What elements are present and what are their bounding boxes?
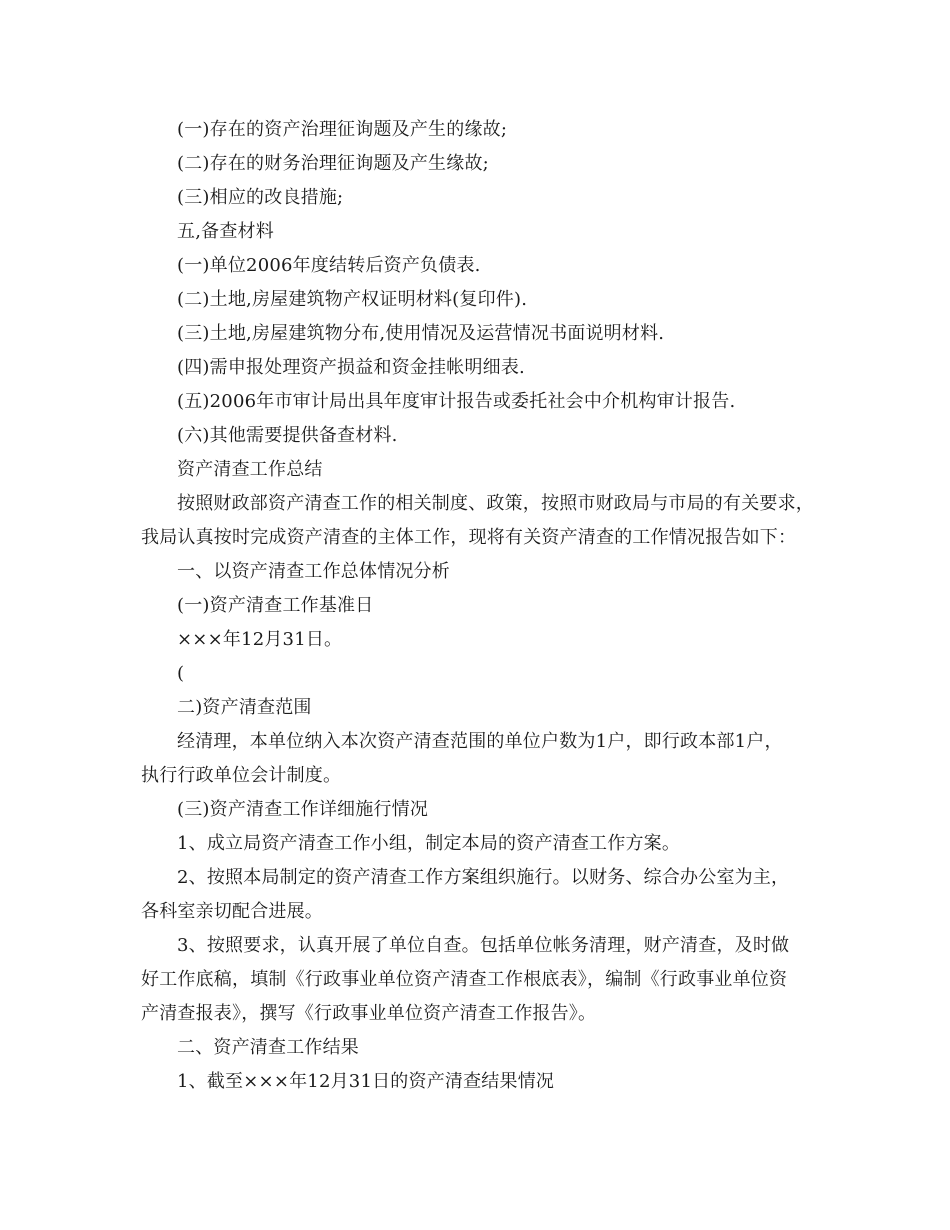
paragraph-line: 执行行政单位会计制度。 xyxy=(141,765,342,786)
text-line: (五)2006年市审计局出具年度审计报告或委托社会中介机构审计报告. xyxy=(177,391,736,412)
section-heading: 一、以资产清查工作总体情况分析 xyxy=(177,561,450,582)
paragraph-line: 2、按照本局制定的资产清查工作方案组织施行。以财务、综合办公室为主， xyxy=(177,867,790,888)
section-heading: 二、资产清查工作结果 xyxy=(177,1037,359,1058)
text-line: (二)土地,房屋建筑物产权证明材料(复印件). xyxy=(177,289,528,310)
paragraph-line: 1、截至×××年12月31日的资产清查结果情况 xyxy=(177,1071,555,1092)
text-line: (一)存在的资产治理征询题及产生的缘故; xyxy=(177,119,508,140)
text-line: (六)其他需要提供备查材料. xyxy=(177,425,398,446)
paragraph-line: 经清理，本单位纳入本次资产清查范围的单位户数为1户，即行政本部1户， xyxy=(177,731,783,752)
paragraph-line: 我局认真按时完成资产清查的主体工作，现将有关资产清查的工作情况报告如下： xyxy=(141,527,797,548)
paragraph-line: 各科室亲切配合进展。 xyxy=(141,901,323,922)
subsection-heading: 二)资产清查范围 xyxy=(177,697,312,718)
paragraph-line: 3、按照要求，认真开展了单位自查。包括单位帐务清理，财产清查，及时做 xyxy=(177,935,790,956)
paragraph-line: 产清查报表》，撰写《行政事业单位资产清查工作报告》。 xyxy=(141,1003,597,1024)
text-line: ×××年12月31日。 xyxy=(177,629,343,650)
document-title: 资产清查工作总结 xyxy=(177,459,323,480)
text-line: (三)相应的改良措施; xyxy=(177,187,344,208)
text-line: (一)单位2006年度结转后资产负债表. xyxy=(177,255,481,276)
paragraph-line: 好工作底稿，填制《行政事业单位资产清查工作根底表》，编制《行政事业单位资 xyxy=(141,969,788,990)
section-heading: 五,备查材料 xyxy=(177,221,274,242)
subsection-heading: (三)资产清查工作详细施行情况 xyxy=(177,799,429,820)
paragraph-line: 1、成立局资产清查工作小组，制定本局的资产清查工作方案。 xyxy=(177,833,681,854)
text-line: (四)需申报处理资产损益和资金挂帐明细表. xyxy=(177,357,525,378)
paragraph-line: 按照财政部资产清查工作的相关制度、政策，按照市财政局与市局的有关要求， xyxy=(177,493,814,514)
text-line: (二)存在的财务治理征询题及产生缘故; xyxy=(177,153,489,174)
subsection-heading: (一)资产清查工作基准日 xyxy=(177,595,374,616)
text-line: ( xyxy=(177,663,185,684)
text-line: (三)土地,房屋建筑物分布,使用情况及运营情况书面说明材料. xyxy=(177,323,665,344)
